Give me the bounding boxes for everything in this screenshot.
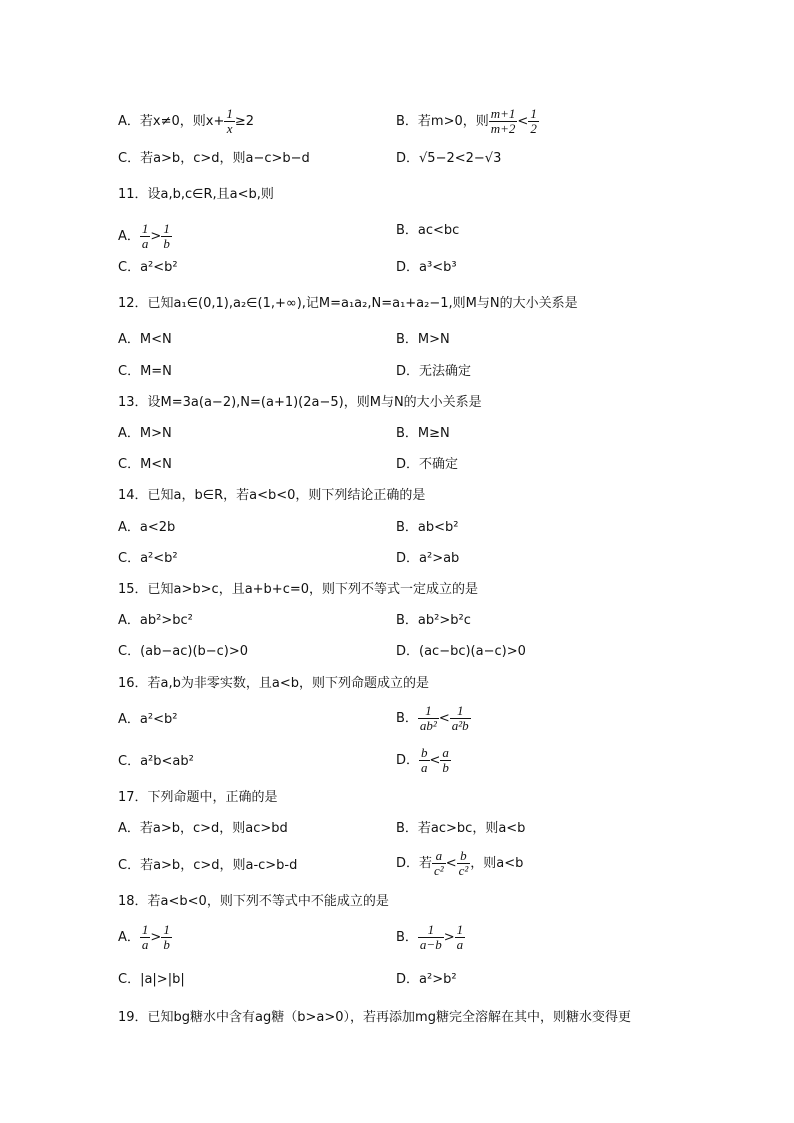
frac-denominator: c² xyxy=(458,863,469,878)
fraction xyxy=(455,923,466,952)
frac-denominator: a²b xyxy=(451,718,469,733)
q10-option-d[interactable]: D．√5−2<2−√3 xyxy=(396,151,502,166)
fraction xyxy=(161,923,172,952)
q17-option-a[interactable]: A．若a>b，c>d，则ac>bd xyxy=(118,821,288,836)
q12-option-b[interactable]: B．M>N xyxy=(396,332,450,347)
q18-option-b[interactable] xyxy=(396,923,465,952)
q12-option-c[interactable]: C．M=N xyxy=(118,364,172,379)
q16-stem: 16．若a,b为非零实数，且a<b，则下列命题成立的是 xyxy=(118,676,430,691)
q14-option-b[interactable]: B．ab<b² xyxy=(396,520,459,535)
frac-numerator: b xyxy=(421,745,428,760)
q10-option-a-fraction xyxy=(224,107,235,136)
option-label: B． xyxy=(396,930,418,945)
frac-numerator: 1 xyxy=(450,704,471,719)
q10-option-a-text: A．若x≠0，则x+ xyxy=(118,114,225,129)
frac-denominator: b xyxy=(442,760,449,775)
frac-denominator: a xyxy=(456,937,464,952)
fraction xyxy=(418,923,444,952)
q14-option-a[interactable]: A．a<2b xyxy=(118,520,176,535)
q17-stem: 17．下列命题中，正确的是 xyxy=(118,790,278,805)
relation-symbol: > xyxy=(443,930,455,945)
fraction xyxy=(140,222,151,251)
q13-stem: 13．设M=3a(a−2),N=(a+1)(2a−5)，则M与N的大小关系是 xyxy=(118,395,482,410)
frac-denominator: m+2 xyxy=(490,121,516,136)
q15-option-a[interactable]: A．ab²>bc² xyxy=(118,613,193,628)
q14-stem: 14．已知a，b∈R，若a<b<0，则下列结论正确的是 xyxy=(118,488,426,503)
q18-option-a[interactable] xyxy=(118,923,172,952)
q15-option-c[interactable]: C．(ab−ac)(b−c)>0 xyxy=(118,644,249,659)
q18-option-c[interactable]: C．|a|>|b| xyxy=(118,972,185,987)
q11-option-b[interactable]: B．ac<bc xyxy=(396,223,460,238)
frac-numerator: 1 xyxy=(141,221,149,236)
option-label: D． xyxy=(396,753,420,768)
q13-option-c[interactable]: C．M<N xyxy=(118,457,172,472)
frac-denominator: ab² xyxy=(419,718,437,733)
q11-option-c[interactable]: C．a²<b² xyxy=(118,260,178,275)
q17-option-b[interactable]: B．若ac>bc，则a<b xyxy=(396,821,526,836)
relation-symbol: < xyxy=(445,856,457,871)
relation-symbol: > xyxy=(150,930,162,945)
frac-numerator: 1 xyxy=(418,704,439,719)
frac-denominator: a xyxy=(141,236,149,251)
q18-stem: 18．若a<b<0，则下列不等式中不能成立的是 xyxy=(118,894,389,909)
frac-numerator: 1 xyxy=(530,106,537,121)
frac-numerator: 1 xyxy=(141,922,149,937)
q12-stem: 12．已知a₁∈(0,1),a₂∈(1,+∞),记M=a₁a₂,N=a₁+a₂−1,则M与N的大小关系是 xyxy=(118,296,578,311)
q10-option-a[interactable] xyxy=(118,107,254,136)
q10-option-a-tail: ≥2 xyxy=(234,114,255,129)
q11-option-a[interactable] xyxy=(118,222,172,251)
relation-symbol: > xyxy=(150,229,162,244)
q16-option-d[interactable] xyxy=(396,746,451,775)
q10-option-b-text: B．若m>0，则 xyxy=(396,114,489,129)
frac-denominator: x xyxy=(226,121,233,136)
q10-option-b-mid: < xyxy=(517,114,529,129)
relation-symbol: < xyxy=(429,753,441,768)
q12-option-d[interactable]: D．无法确定 xyxy=(396,364,472,379)
q13-option-d[interactable]: D．不确定 xyxy=(396,457,459,472)
frac-numerator: 1 xyxy=(456,922,464,937)
q11-stem: 11．设a,b,c∈R,且a<b,则 xyxy=(118,187,274,202)
frac-denominator: a−b xyxy=(419,937,442,952)
frac-denominator: a xyxy=(421,760,428,775)
q15-stem: 15．已知a>b>c，且a+b+c=0，则下列不等式一定成立的是 xyxy=(118,582,479,597)
q17-option-d[interactable] xyxy=(396,849,523,878)
q10-option-c[interactable]: C．若a>b，c>d，则a−c>b−d xyxy=(118,151,310,166)
frac-numerator: m+1 xyxy=(490,106,516,121)
option-label: D．若 xyxy=(396,856,433,871)
fraction xyxy=(419,746,430,775)
frac-denominator: b xyxy=(163,236,170,251)
frac-numerator: 1 xyxy=(226,106,233,121)
option-label: A． xyxy=(118,930,140,945)
q14-option-d[interactable]: D．a²>ab xyxy=(396,551,460,566)
frac-denominator: c² xyxy=(434,863,444,878)
frac-denominator: a xyxy=(141,937,149,952)
q18-option-d[interactable]: D．a²>b² xyxy=(396,972,457,987)
fraction xyxy=(161,222,172,251)
q13-option-a[interactable]: A．M>N xyxy=(118,426,172,441)
fraction xyxy=(457,849,471,878)
option-label: B． xyxy=(396,711,418,726)
frac-numerator: b xyxy=(457,849,471,864)
q19-stem: 19．已知bg糖水中含有ag糖（b>a>0），若再添加mg糖完全溶解在其中，则糖水变得更 xyxy=(118,1010,631,1025)
fraction xyxy=(450,704,471,733)
fraction xyxy=(140,923,151,952)
q16-option-b[interactable] xyxy=(396,704,471,733)
fraction xyxy=(440,746,451,775)
frac-denominator: b xyxy=(163,937,170,952)
q15-option-d[interactable]: D．(ac−bc)(a−c)>0 xyxy=(396,644,526,659)
frac-denominator: 2 xyxy=(530,121,537,136)
fraction xyxy=(418,704,439,733)
q13-option-b[interactable]: B．M≥N xyxy=(396,426,450,441)
option-tail: ，则a<b xyxy=(470,856,524,871)
option-label: A． xyxy=(118,229,140,244)
q16-option-a[interactable]: A．a²<b² xyxy=(118,712,178,727)
q10-option-b[interactable] xyxy=(396,107,539,136)
fraction xyxy=(432,849,446,878)
q15-option-b[interactable]: B．ab²>b²c xyxy=(396,613,471,628)
q10-option-b-fraction1 xyxy=(489,107,518,136)
frac-numerator: a xyxy=(442,745,449,760)
frac-numerator: a xyxy=(432,849,446,864)
frac-numerator: 1 xyxy=(418,923,444,938)
q11-option-d[interactable]: D．a³<b³ xyxy=(396,260,457,275)
frac-numerator: 1 xyxy=(163,221,170,236)
frac-numerator: 1 xyxy=(163,922,170,937)
q14-option-c[interactable]: C．a²<b² xyxy=(118,551,178,566)
relation-symbol: < xyxy=(438,711,450,726)
q16-option-c[interactable]: C．a²b<ab² xyxy=(118,754,194,769)
q17-option-c[interactable]: C．若a>b，c>d，则a-c>b-d xyxy=(118,858,298,873)
q10-option-b-fraction2 xyxy=(528,107,539,136)
q12-option-a[interactable]: A．M<N xyxy=(118,332,172,347)
